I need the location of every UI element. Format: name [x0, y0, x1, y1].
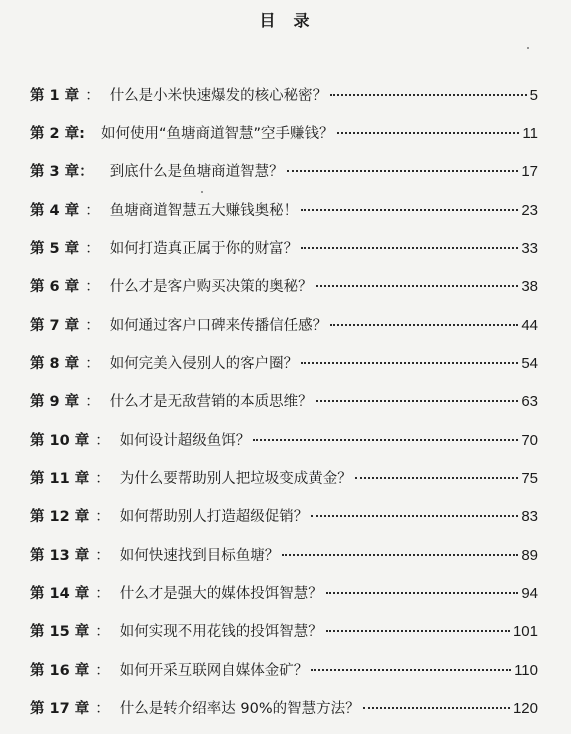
dot-leader — [253, 439, 518, 441]
toc-entry[interactable] — [30, 276, 538, 298]
page-number: 33 — [521, 240, 538, 257]
dot-leader — [316, 400, 519, 402]
chapter-number: 第 15 章 — [30, 624, 90, 640]
page-number: 38 — [521, 278, 538, 295]
chapter-number: 第 16 章 — [30, 663, 90, 679]
chapter-title: 什么才是强大的媒体投饵智慧？ — [119, 586, 323, 602]
toc-entry[interactable] — [30, 545, 538, 567]
toc-entry[interactable] — [30, 85, 538, 107]
dot-leader — [311, 669, 511, 671]
separator: ： — [95, 701, 110, 717]
chapter-title: 为什么要帮助别人把垃圾变成黄金？ — [119, 471, 352, 487]
chapter-title: 如何实现不用花钱的投饵智慧？ — [119, 624, 323, 640]
page-number: 5 — [529, 87, 538, 104]
chapter-number: 第 9 章 — [30, 394, 80, 410]
toc-entry[interactable] — [30, 123, 538, 145]
separator: ： — [85, 88, 100, 104]
toc-entry[interactable] — [30, 621, 538, 643]
toc-entry[interactable] — [30, 353, 538, 375]
dot-leader — [287, 170, 519, 172]
page-number: 17 — [521, 163, 538, 180]
chapter-title: 如何完美入侵别人的客户圈？ — [109, 356, 299, 372]
dot-leader — [330, 324, 518, 326]
chapter-number: 第 2 章: — [30, 126, 85, 142]
dot-leader — [326, 630, 510, 632]
dot-leader — [316, 285, 519, 287]
dot-leader — [301, 209, 518, 211]
chapter-title: 什么是转介绍率达 90%的智慧方法？ — [119, 701, 360, 717]
chapter-number: 第 12 章 — [30, 509, 90, 525]
chapter-number: 第 11 章 — [30, 471, 90, 487]
separator: ： — [95, 433, 110, 449]
page-number: 44 — [521, 317, 538, 334]
page-number: 120 — [512, 700, 538, 717]
dot-leader — [282, 554, 518, 556]
chapter-number: 第 1 章 — [30, 88, 80, 104]
toc-entry[interactable] — [30, 468, 538, 490]
chapter-number: 第 5 章 — [30, 241, 80, 257]
title-char: 目 — [259, 11, 278, 30]
dot-leader — [355, 477, 519, 479]
page-number: 63 — [521, 393, 538, 410]
dot-leader — [363, 707, 510, 709]
chapter-number: 第 17 章 — [30, 701, 90, 717]
dot-leader — [326, 592, 519, 594]
toc-entry[interactable] — [30, 430, 538, 452]
chapter-number: 第 3 章： — [30, 164, 94, 180]
chapter-title: 如何快速找到目标鱼塘？ — [119, 548, 280, 564]
separator: ： — [95, 509, 110, 525]
page-number: 89 — [521, 547, 538, 564]
toc-entry[interactable] — [30, 200, 538, 222]
scan-speck — [201, 191, 203, 193]
separator: ： — [95, 624, 110, 640]
chapter-number: 第 6 章 — [30, 279, 80, 295]
separator: ： — [85, 394, 100, 410]
page-number: 70 — [521, 432, 538, 449]
separator: ： — [85, 203, 100, 219]
separator: ： — [95, 586, 110, 602]
chapter-title: 什么是小米快速爆发的核心秘密？ — [109, 88, 328, 104]
page-number: 11 — [522, 125, 538, 142]
dot-leader — [311, 515, 518, 517]
chapter-number: 第 13 章 — [30, 548, 90, 564]
separator: ： — [85, 241, 100, 257]
separator: ： — [85, 318, 100, 334]
chapter-number: 第 4 章 — [30, 203, 80, 219]
chapter-title: 什么才是客户购买决策的奥秘？ — [109, 279, 313, 295]
page-number: 94 — [521, 585, 538, 602]
toc-entry[interactable] — [30, 698, 538, 720]
page-number: 110 — [514, 662, 538, 679]
chapter-title: 如何开采互联网自媒体金矿？ — [119, 663, 309, 679]
toc-entry[interactable] — [30, 315, 538, 337]
chapter-number: 第 14 章 — [30, 586, 90, 602]
scan-speck — [527, 47, 529, 49]
chapter-title: 如何设计超级鱼饵？ — [119, 433, 251, 449]
page-number: 75 — [521, 470, 538, 487]
toc-entry[interactable] — [30, 391, 538, 413]
chapter-number: 第 10 章 — [30, 433, 90, 449]
chapter-title: 如何帮助别人打造超级促销？ — [119, 509, 309, 525]
toc-entry[interactable] — [30, 506, 538, 528]
separator: ： — [95, 548, 110, 564]
dot-leader — [301, 362, 518, 364]
page-number: 101 — [512, 623, 538, 640]
chapter-number: 第 8 章 — [30, 356, 80, 372]
page-number: 54 — [521, 355, 538, 372]
page-title — [0, 8, 571, 31]
toc-entry[interactable] — [30, 238, 538, 260]
page-number: 23 — [521, 202, 538, 219]
chapter-title: 如何使用“鱼塘商道智慧”空手赚钱？ — [100, 126, 334, 142]
chapter-title: 鱼塘商道智慧五大赚钱奥秘！ — [109, 203, 299, 219]
dot-leader — [301, 247, 518, 249]
chapter-title: 如何通过客户口碑来传播信任感？ — [109, 318, 328, 334]
separator: ： — [95, 471, 110, 487]
separator: ： — [85, 356, 100, 372]
page-number: 83 — [521, 508, 538, 525]
toc-entry[interactable] — [30, 583, 538, 605]
separator: ： — [85, 279, 100, 295]
separator: ： — [95, 663, 110, 679]
chapter-title: 什么才是无敌营销的本质思维？ — [109, 394, 313, 410]
toc-entry[interactable] — [30, 660, 538, 682]
toc-entry[interactable] — [30, 161, 538, 183]
chapter-number: 第 7 章 — [30, 318, 80, 334]
title-char: 录 — [293, 11, 312, 30]
chapter-title: 到底什么是鱼塘商道智慧？ — [109, 164, 284, 180]
dot-leader — [330, 94, 526, 96]
dot-leader — [337, 132, 520, 134]
chapter-title: 如何打造真正属于你的财富？ — [109, 241, 299, 257]
